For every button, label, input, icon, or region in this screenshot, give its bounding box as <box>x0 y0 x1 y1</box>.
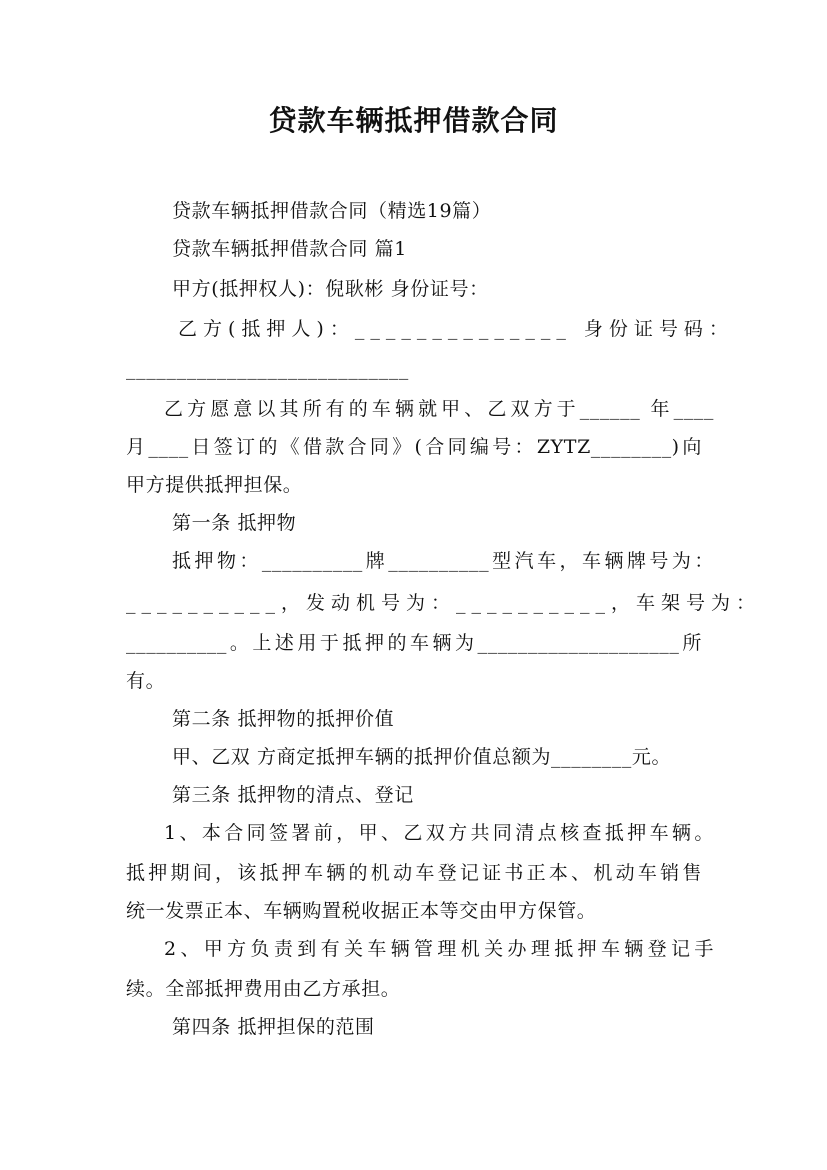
article-heading: 第四条 抵押担保的范围 <box>172 1016 375 1038</box>
paragraph-line: 乙方愿意以其所有的车辆就甲、乙双方于______ 年____ <box>164 398 714 420</box>
paragraph-line: 甲、乙双 方商定抵押车辆的抵押价值总额为________元。 <box>172 746 672 768</box>
paragraph-line: 甲方提供抵押担保。 <box>126 474 303 496</box>
paragraph-line: 1、本合同签署前，甲、乙双方共同清点核查抵押车辆。 <box>164 822 714 844</box>
paragraph-line: 统一发票正本、车辆购置税收据正本等交由甲方保管。 <box>126 900 597 922</box>
section-heading: 贷款车辆抵押借款合同 篇1 <box>172 238 407 260</box>
paragraph-line: 2、甲方负责到有关车辆管理机关办理抵押车辆登记手 <box>164 938 714 960</box>
article-heading: 第二条 抵押物的抵押价值 <box>172 708 395 730</box>
party-a-line: 甲方(抵押权人)：倪耿彬 身份证号： <box>172 278 489 300</box>
document-title: 贷款车辆抵押借款合同 <box>268 104 559 137</box>
article-heading: 第三条 抵押物的清点、登记 <box>172 784 414 806</box>
paragraph-line: __________，发动机号为：__________，车架号为： <box>126 592 762 614</box>
subtitle-line: 贷款车辆抵押借款合同（精选19篇） <box>172 200 492 222</box>
paragraph-line: 续。全部抵押费用由乙方承担。 <box>126 978 401 1000</box>
article-heading: 第一条 抵押物 <box>172 512 297 534</box>
paragraph-line: 有。 <box>126 670 166 692</box>
party-b-line: 乙方(抵押人)：______________ 身份证号码： <box>178 318 734 340</box>
paragraph-line: 抵押期间，该抵押车辆的机动车登记证书正本、机动车销售 <box>126 862 702 884</box>
paragraph-line: __________。上述用于抵押的车辆为____________________所 <box>126 632 702 654</box>
blank-line: ____________________________ <box>126 358 409 380</box>
paragraph-line: 月____日签订的《借款合同》(合同编号：ZYTZ________)向 <box>126 436 702 458</box>
paragraph-line: 抵押物：__________牌__________型汽车，车辆牌号为： <box>172 550 714 572</box>
